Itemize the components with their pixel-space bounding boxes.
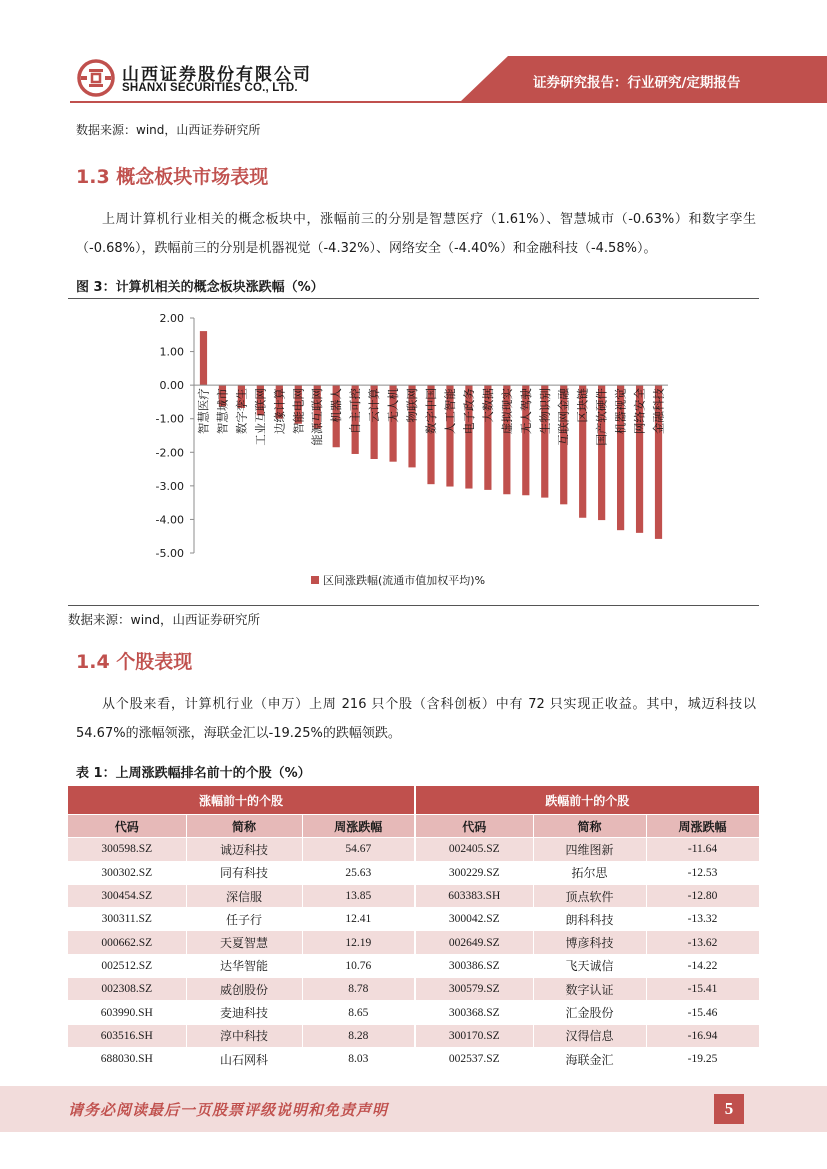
gainer-name: 同有科技 bbox=[186, 861, 302, 884]
company-logo-icon bbox=[76, 58, 116, 98]
table-1-caption: 表 1：上周涨跌幅排名前十的个股（%） bbox=[76, 766, 311, 781]
gainer-code: 688030.SH bbox=[68, 1047, 186, 1070]
x-tick-label: 智慧医疗 bbox=[196, 388, 211, 435]
col-header-change: 周涨跌幅 bbox=[646, 815, 759, 838]
y-tick-label: 1.00 bbox=[159, 345, 184, 359]
loser-code: 300042.SZ bbox=[415, 908, 533, 931]
col-header-change: 周涨跌幅 bbox=[302, 815, 415, 838]
gainer-change: 13.85 bbox=[302, 884, 415, 907]
x-tick-label: 网络安全 bbox=[632, 388, 647, 435]
gainer-change: 8.03 bbox=[302, 1047, 415, 1070]
x-tick-label: 智能电网 bbox=[291, 388, 306, 435]
loser-change: -13.62 bbox=[646, 931, 759, 954]
gainers-group-header: 涨幅前十的个股 bbox=[68, 786, 415, 815]
gainer-code: 603990.SH bbox=[68, 1001, 186, 1024]
table-row bbox=[68, 908, 759, 931]
figure-bottom-rule bbox=[68, 605, 759, 606]
x-tick-label: 边缘计算 bbox=[272, 388, 287, 435]
gainer-change: 8.78 bbox=[302, 978, 415, 1001]
loser-code: 300229.SZ bbox=[415, 861, 533, 884]
gainer-change: 12.19 bbox=[302, 931, 415, 954]
loser-name: 数字认证 bbox=[533, 978, 646, 1001]
section-title-1-3: 1.3 概念板块市场表现 bbox=[76, 166, 269, 188]
section-1-4-paragraph: 从个股来看，计算机行业（申万）上周 216 只个股（含科创板）中有 72 只实现正收益。其中，城迈科技以 54.67%的涨幅领涨，海联金汇以-19.25%的跌幅领跌。 bbox=[76, 697, 756, 741]
loser-change: -19.25 bbox=[646, 1047, 759, 1070]
loser-code: 002405.SZ bbox=[415, 838, 533, 861]
loser-change: -12.53 bbox=[646, 861, 759, 884]
gainer-code: 300598.SZ bbox=[68, 838, 186, 861]
x-tick-label: 大数据 bbox=[480, 388, 495, 423]
loser-name: 顶点软件 bbox=[533, 884, 646, 907]
loser-code: 300170.SZ bbox=[415, 1024, 533, 1047]
x-tick-label: 无人机 bbox=[386, 388, 401, 423]
y-tick-label: -5.00 bbox=[155, 547, 184, 560]
col-header-code: 代码 bbox=[68, 815, 186, 838]
gainer-code: 300311.SZ bbox=[68, 908, 186, 931]
loser-code: 300368.SZ bbox=[415, 1001, 533, 1024]
y-tick-label: -3.00 bbox=[155, 479, 184, 493]
gainer-code: 300454.SZ bbox=[68, 884, 186, 907]
x-tick-label: 物联网 bbox=[405, 388, 420, 423]
table-row bbox=[68, 931, 759, 954]
x-tick-label: 无人驾驶 bbox=[518, 388, 533, 435]
loser-change: -14.22 bbox=[646, 954, 759, 977]
gainer-change: 10.76 bbox=[302, 954, 415, 977]
page-number: 5 bbox=[714, 1094, 744, 1124]
gainer-change: 8.28 bbox=[302, 1024, 415, 1047]
col-header-name: 简称 bbox=[533, 815, 646, 838]
loser-name: 朗科科技 bbox=[533, 908, 646, 931]
x-tick-label: 云计算 bbox=[367, 388, 382, 423]
figure-3-source: 数据来源：wind，山西证券研究所 bbox=[68, 612, 261, 627]
legend-swatch bbox=[311, 576, 319, 584]
x-tick-label: 人工智能 bbox=[442, 388, 457, 435]
company-name-en: SHANXI SECURITIES CO., LTD. bbox=[122, 82, 298, 94]
x-tick-label: 能源互联网 bbox=[310, 388, 325, 446]
gainer-change: 8.65 bbox=[302, 1001, 415, 1024]
loser-name: 四维图新 bbox=[533, 838, 646, 861]
gainer-change: 12.41 bbox=[302, 908, 415, 931]
x-tick-label: 智慧城市 bbox=[215, 388, 230, 435]
table-row bbox=[68, 1047, 759, 1070]
x-tick-label: 电子政务 bbox=[461, 388, 476, 435]
table-row bbox=[68, 954, 759, 977]
x-tick-label: 虚拟现实 bbox=[499, 388, 514, 435]
loser-code: 300579.SZ bbox=[415, 978, 533, 1001]
table-row bbox=[68, 884, 759, 907]
gainer-name: 诚迈科技 bbox=[186, 838, 302, 861]
x-tick-label: 机器视觉 bbox=[613, 388, 628, 435]
y-axis bbox=[156, 312, 194, 560]
footer-disclaimer: 请务必阅读最后一页股票评级说明和免责声明 bbox=[68, 1101, 389, 1119]
x-tick-label: 国产软硬件 bbox=[594, 388, 609, 446]
loser-change: -15.41 bbox=[646, 978, 759, 1001]
header-divider bbox=[70, 101, 827, 103]
gainer-name: 达华智能 bbox=[186, 954, 302, 977]
x-tick-label: 区块链 bbox=[575, 388, 590, 423]
gainer-change: 54.67 bbox=[302, 838, 415, 861]
loser-name: 飞天诚信 bbox=[533, 954, 646, 977]
gainer-code: 000662.SZ bbox=[68, 931, 186, 954]
gainer-name: 威创股份 bbox=[186, 978, 302, 1001]
top-movers-table bbox=[68, 786, 760, 1071]
y-tick-label: -1.00 bbox=[155, 412, 184, 426]
bar bbox=[200, 331, 207, 385]
gainer-name: 任子行 bbox=[186, 908, 302, 931]
gainer-code: 002512.SZ bbox=[68, 954, 186, 977]
x-tick-label: 工业互联网 bbox=[253, 388, 268, 446]
x-tick-label: 数字中国 bbox=[424, 388, 438, 435]
losers-group-header: 跌幅前十的个股 bbox=[415, 786, 759, 815]
x-tick-label: 数字孪生 bbox=[234, 388, 249, 435]
loser-name: 汉得信息 bbox=[533, 1024, 646, 1047]
y-tick-label: 2.00 bbox=[159, 312, 184, 325]
loser-code: 002537.SZ bbox=[415, 1047, 533, 1070]
company-name-cn: 山西证券股份有限公司 bbox=[122, 65, 312, 85]
table-row bbox=[68, 861, 759, 884]
x-tick-label: 机器人 bbox=[329, 388, 344, 423]
gainer-code: 603516.SH bbox=[68, 1024, 186, 1047]
loser-name: 博彦科技 bbox=[533, 931, 646, 954]
loser-change: -11.64 bbox=[646, 838, 759, 861]
loser-change: -16.94 bbox=[646, 1024, 759, 1047]
loser-change: -12.80 bbox=[646, 884, 759, 907]
loser-change: -13.32 bbox=[646, 908, 759, 931]
report-type-label: 证券研究报告：行业研究/定期报告 bbox=[533, 75, 741, 91]
y-tick-label: 0.00 bbox=[159, 379, 184, 393]
section-title-1-4: 1.4 个股表现 bbox=[76, 651, 193, 673]
col-header-name: 简称 bbox=[186, 815, 302, 838]
legend-label: 区间涨跌幅(流通市值加权平均)% bbox=[323, 574, 486, 587]
loser-name: 拓尔思 bbox=[533, 861, 646, 884]
gainer-name: 麦迪科技 bbox=[186, 1001, 302, 1024]
y-tick-label: -4.00 bbox=[155, 513, 184, 527]
loser-name: 海联金汇 bbox=[533, 1047, 646, 1070]
loser-name: 汇金股份 bbox=[533, 1001, 646, 1024]
section-1-3-paragraph: 上周计算机行业相关的概念板块中，涨幅前三的分别是智慧医疗（1.61%）、智慧城市（-0.63%）和数字孪生（-0.68%），跌幅前三的分别是机器视觉（-4.32%）、网络安全（-4.40%）和金融科技（-4.58%）。 bbox=[76, 212, 756, 256]
x-tick-label: 生物识别 bbox=[537, 388, 552, 435]
loser-change: -15.46 bbox=[646, 1001, 759, 1024]
data-source-note: 数据来源：wind，山西证券研究所 bbox=[76, 123, 261, 137]
table-row bbox=[68, 1024, 759, 1047]
table-row bbox=[68, 838, 759, 861]
gainer-code: 002308.SZ bbox=[68, 978, 186, 1001]
loser-code: 603383.SH bbox=[415, 884, 533, 907]
chart-legend bbox=[311, 573, 485, 587]
x-tick-label: 金融科技 bbox=[651, 388, 666, 435]
gainer-code: 300302.SZ bbox=[68, 861, 186, 884]
gainer-name: 天夏智慧 bbox=[186, 931, 302, 954]
loser-code: 300386.SZ bbox=[415, 954, 533, 977]
gainer-name: 山石网科 bbox=[186, 1047, 302, 1070]
gainer-change: 25.63 bbox=[302, 861, 415, 884]
table-row bbox=[68, 1001, 759, 1024]
figure-top-rule bbox=[68, 298, 759, 299]
gainer-name: 淳中科技 bbox=[186, 1024, 302, 1047]
col-header-code: 代码 bbox=[415, 815, 533, 838]
x-tick-label: 自主可控 bbox=[348, 388, 363, 435]
table-row bbox=[68, 978, 759, 1001]
concept-sector-bar-chart bbox=[68, 300, 759, 604]
figure-3-caption: 图 3：计算机相关的概念板块涨跌幅（%） bbox=[76, 280, 324, 295]
x-tick-label: 互联网金融 bbox=[556, 388, 571, 446]
gainer-name: 深信服 bbox=[186, 884, 302, 907]
y-tick-label: -2.00 bbox=[155, 446, 184, 460]
loser-code: 002649.SZ bbox=[415, 931, 533, 954]
